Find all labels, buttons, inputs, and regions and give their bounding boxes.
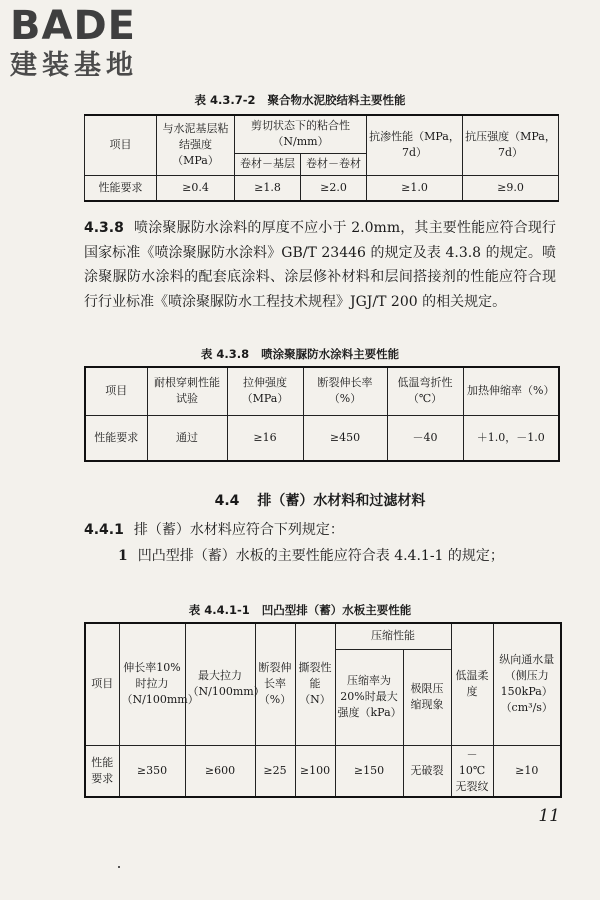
clause-4-4-1 <box>84 519 344 539</box>
table3-caption <box>60 602 540 618</box>
page-number: 11 <box>538 806 560 826</box>
table2-header-item: 项目 <box>85 367 147 415</box>
clause-number: 4.3.8 <box>84 220 124 236</box>
table3-row-label: 性能要求 <box>85 745 119 797</box>
table3-header-compression-strength: 压缩率为20%时最大强度（kPa） <box>335 649 403 745</box>
item-number: 1 <box>118 548 128 564</box>
table2-header-root: 耐根穿刺性能试验 <box>147 367 227 415</box>
table3-header-water-flow: 纵向通水量（侧压力150kPa）（cm³/s） <box>493 623 561 745</box>
section-title: 排（蓄）水材料和过滤材料 <box>257 493 426 509</box>
clause-4-3-8 <box>84 216 556 314</box>
table3-cell: －10℃无裂纹 <box>451 745 493 797</box>
table2-caption-number: 表 4.3.8 <box>200 347 250 361</box>
table2-header-tensile: 拉伸强度（MPa） <box>227 367 303 415</box>
table2-header-elongation: 断裂伸长率（%） <box>303 367 387 415</box>
table2 <box>84 366 560 462</box>
table2-cell: ≥16 <box>227 415 303 461</box>
table1-header-compressive: 抗压强度（MPa，7d） <box>463 115 559 175</box>
table3-header-break-elongation: 断裂伸长率（%） <box>255 623 295 745</box>
table3-cell: ≥10 <box>493 745 561 797</box>
table1-caption-number: 表 4.3.7-2 <box>194 93 256 107</box>
table3-header-elongation-force: 伸长率10%时拉力（N/100mm） <box>119 623 185 745</box>
table3-header-item: 项目 <box>85 623 119 745</box>
table1-header-bond-strength: 与水泥基层粘结强度（MPa） <box>157 115 235 175</box>
table3-caption-number: 表 4.4.1-1 <box>188 603 250 617</box>
scan-dot <box>118 866 120 868</box>
table2-cell: ＋1.0，－1.0 <box>463 415 559 461</box>
section-heading <box>150 490 490 510</box>
table1-header-impermeability: 抗渗性能（MPa，7d） <box>367 115 463 175</box>
table3-header-low-temp: 低温柔度 <box>451 623 493 745</box>
table1 <box>84 114 559 202</box>
table3-cell: ≥100 <box>295 745 335 797</box>
table3-cell: 无破裂 <box>403 745 451 797</box>
clause-number: 4.4.1 <box>84 522 124 538</box>
table2-row <box>85 415 559 461</box>
table3-header-tear: 撕裂性能（N） <box>295 623 335 745</box>
table2-cell: －40 <box>387 415 463 461</box>
table3-header-compression-limit: 极限压缩现象 <box>403 649 451 745</box>
item-1 <box>84 544 556 569</box>
table2-caption-title: 喷涂聚脲防水涂料主要性能 <box>261 347 400 361</box>
table3-cell: ≥600 <box>185 745 255 797</box>
table3-row <box>85 745 561 797</box>
table3-header-max-force: 最大拉力（N/100mm） <box>185 623 255 745</box>
section-number: 4.4 <box>214 493 240 509</box>
table1-header-shear-sheet: 卷材－卷材 <box>301 153 367 175</box>
clause-text: 喷涂聚脲防水涂料的厚度不应小于 2.0mm，其主要性能应符合现行国家标准《喷涂聚脲防水涂料》GB/T 23446 的规定及表 4.3.8 的规定。喷涂聚脲防水涂料的配套底涂料、涂层修补材料和层间搭接剂的性能应符合现行行业标准《喷涂聚脲防水工程技术规程》JGJ/T 200 的相关规定。 <box>84 220 556 310</box>
logo-subtitle: 建装基地 <box>10 50 138 81</box>
table1-row <box>85 175 559 201</box>
table1-cell: ≥0.4 <box>157 175 235 201</box>
table1-caption <box>60 92 540 108</box>
table3-cell: ≥350 <box>119 745 185 797</box>
table2-cell: 通过 <box>147 415 227 461</box>
table1-header-shear-base: 卷材－基层 <box>235 153 301 175</box>
table1-cell: ≥1.0 <box>367 175 463 201</box>
table3-cell: ≥25 <box>255 745 295 797</box>
table2-header-bend: 低温弯折性（℃） <box>387 367 463 415</box>
table3-cell: ≥150 <box>335 745 403 797</box>
table2-cell: ≥450 <box>303 415 387 461</box>
table2-header-shrink: 加热伸缩率（%） <box>463 367 559 415</box>
table2-row-label: 性能要求 <box>85 415 147 461</box>
table1-header-shear: 剪切状态下的粘合性（N/mm） <box>235 115 367 153</box>
table3-caption-title: 凹凸型排（蓄）水板主要性能 <box>261 603 412 617</box>
item-text: 凹凸型排（蓄）水板的主要性能应符合表 4.4.1-1 的规定； <box>137 548 504 564</box>
table2-caption <box>60 346 540 362</box>
table3-header-compression: 压缩性能 <box>335 623 451 649</box>
table1-cell: ≥1.8 <box>235 175 301 201</box>
logo <box>10 3 138 82</box>
table3 <box>84 622 562 798</box>
table1-cell: ≥9.0 <box>463 175 559 201</box>
table1-cell: ≥2.0 <box>301 175 367 201</box>
table1-caption-title: 聚合物水泥胶结料主要性能 <box>267 93 406 107</box>
clause-text: 排（蓄）水材料应符合下列规定： <box>133 522 344 538</box>
table1-row-label: 性能要求 <box>85 175 157 201</box>
logo-wordmark: BADE <box>10 3 136 49</box>
table1-header-item: 项目 <box>85 115 157 175</box>
